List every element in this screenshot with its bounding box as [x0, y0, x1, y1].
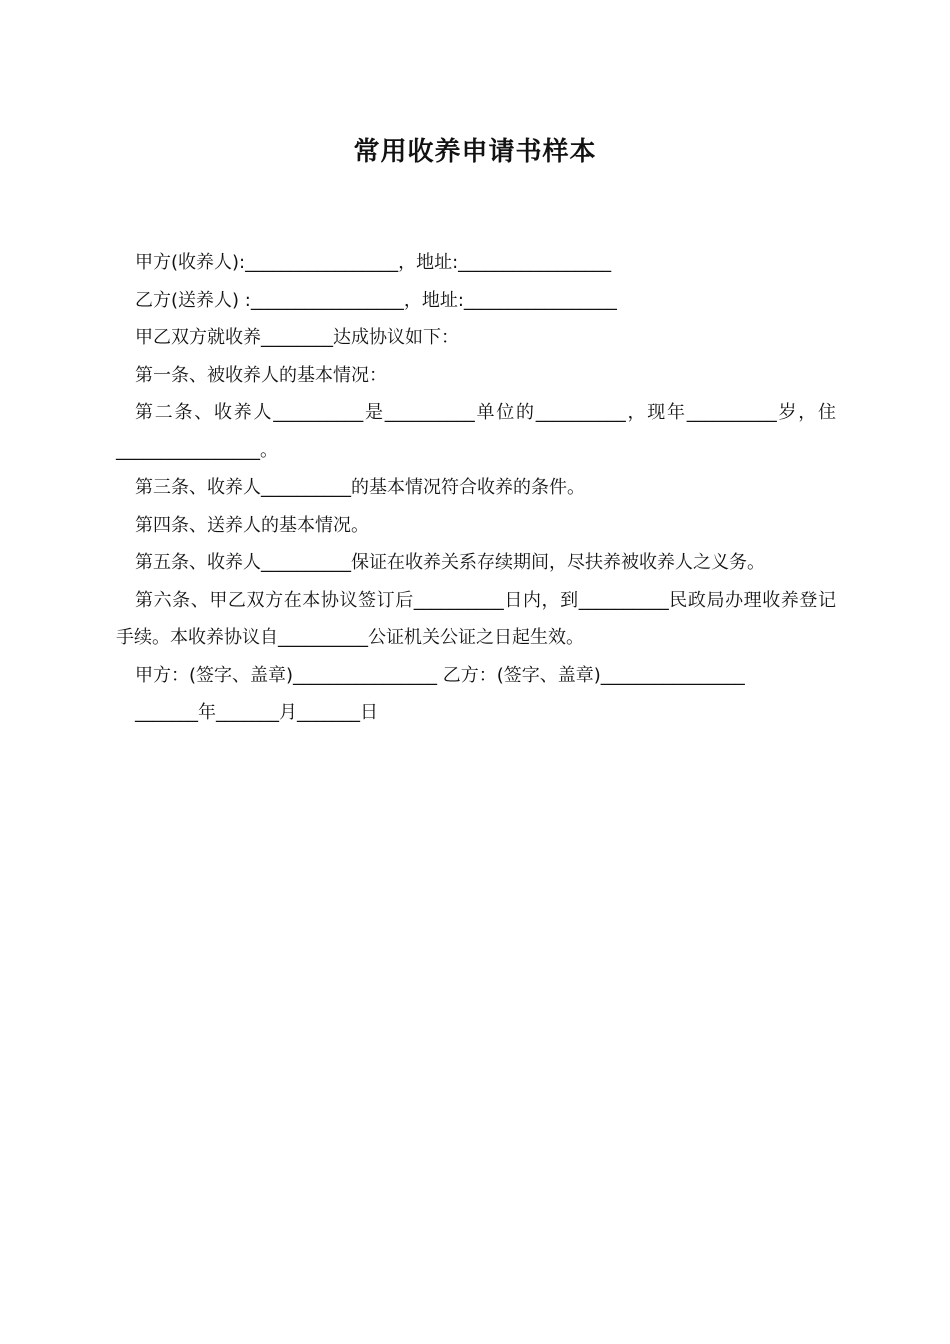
article-5: 第五条、收养人__________保证在收养关系存续期间，尽扶养被收养人之义务。 [135, 552, 765, 573]
document-title: 常用收养申请书样本 [353, 137, 597, 167]
agreement-line: 甲乙双方就收养________达成协议如下： [135, 327, 459, 348]
party-b-line: 乙方(送养人) :_________________，地址:_________________ [135, 289, 617, 311]
article-2: 第二条、收养人__________是__________单位的__________，现年__________岁，住________________。 [116, 402, 836, 461]
party-a-line: 甲方(收养人):_________________，地址:_________________ [135, 252, 612, 273]
article-3: 第三条、收养人__________的基本情况符合收养的条件。 [135, 477, 585, 498]
date-line: _______年_______月_______日 [135, 702, 378, 723]
article-1: 第一条、被收养人的基本情况： [135, 364, 387, 386]
article-6: 第六条、甲乙双方在本协议签订后__________日内，到__________民政局办理收养登记手续。本收养协议自__________公证机关公证之日起生效。 [116, 589, 836, 648]
signature-line: 甲方：(签字、盖章)________________ 乙方：(签字、盖章)________________ [135, 664, 745, 686]
article-4: 第四条、送养人的基本情况。 [135, 514, 369, 536]
document-body [116, 244, 836, 732]
